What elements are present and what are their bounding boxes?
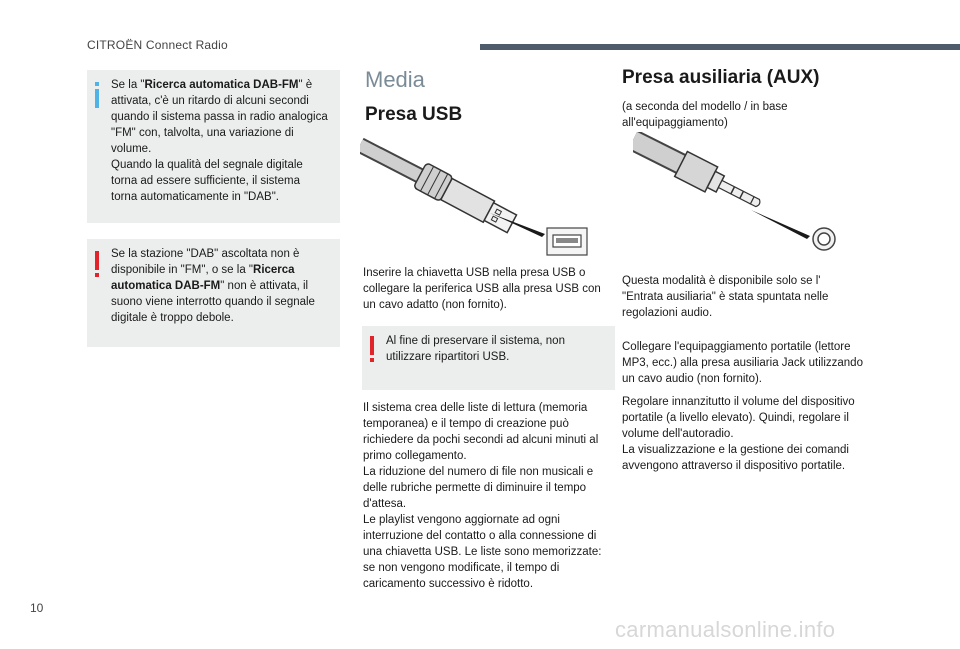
aux-p3-line: La visualizzazione e la gestione dei comandi — [622, 444, 849, 456]
warning-line: suono viene interrotto quando il segnale — [111, 296, 315, 308]
usb-intro-line: un cavo adatto (non fornito). — [363, 299, 507, 311]
usb-intro-line: Inserire la chiavetta USB nella presa USB o — [363, 267, 586, 279]
aux-p2-line: Collegare l'equipaggiamento portatile (lettore — [622, 341, 851, 353]
usb-warning-line: Al fine di preservare il sistema, non — [386, 335, 565, 347]
usb-body-line: Le playlist vengono aggiornate ad ogni — [363, 514, 560, 526]
usb-body-line: richiedere da pochi secondi ad alcuni minuti al — [363, 434, 599, 446]
info-line: torna automaticamente in "DAB". — [111, 191, 279, 203]
usb-body-line: temporanea) e il tempo di creazione può — [363, 418, 569, 430]
usb-intro-text — [363, 265, 618, 313]
page-number: 10 — [30, 601, 44, 615]
aux-p2-line: un cavo audio (non fornito). — [622, 373, 763, 385]
usb-warning-line: utilizzare ripartitori USB. — [386, 351, 510, 363]
usb-intro-line: collegare la periferica USB alla presa USB con — [363, 283, 601, 295]
info-line: Quando la qualità del segnale digitale — [111, 159, 303, 171]
section-title-media: Media — [365, 67, 425, 92]
header-title: CITROËN Connect Radio — [87, 38, 228, 52]
aux-p3-line: volume dell'autoradio. — [622, 428, 734, 440]
aux-p1-line: Questa modalità è disponibile solo se l' — [622, 275, 821, 287]
info-line: quando il sistema passa in radio analogica — [111, 111, 328, 123]
aux-p3-line: Regolare innanzitutto il volume del dispositivo — [622, 396, 855, 408]
usb-body-line: una chiavetta USB. Le liste sono memorizzate: — [363, 546, 602, 558]
warning-line: digitale è troppo debole. — [111, 312, 234, 324]
watermark: carmanualsonline.info — [615, 617, 836, 642]
aux-note-text — [622, 99, 867, 131]
aux-p1-line: "Entrata ausiliaria" è stata spuntata nelle — [622, 291, 829, 303]
warning-box — [87, 239, 340, 347]
info-text — [111, 77, 334, 205]
aux-p3-line: avvengono attraverso il dispositivo portatile. — [622, 460, 846, 472]
warning-icon — [95, 251, 99, 277]
info-icon — [95, 82, 99, 108]
aux-paragraph-1 — [622, 273, 880, 321]
aux-note-line: (a seconda del modello / in base — [622, 101, 788, 113]
aux-p3-line: portatile (a livello elevato). Quindi, regolare il — [622, 412, 849, 424]
aux-section-title: Presa ausiliaria (AUX) — [622, 67, 820, 88]
warning-line: disponibile in "FM", o se la " — [111, 264, 254, 276]
info-line: Se la " — [111, 79, 145, 91]
usb-body-line: delle rubriche permette di diminuire il tempo — [363, 482, 587, 494]
usb-body-line: primo collegamento. — [363, 450, 467, 462]
info-line: "FM" con, talvolta, una variazione di — [111, 127, 294, 139]
info-line: torna ad essere sufficiente, il sistema — [111, 175, 300, 187]
info-line: " è — [298, 79, 313, 91]
usb-plug-illustration — [360, 135, 590, 257]
usb-body-text — [363, 400, 618, 592]
usb-warning-text — [386, 333, 609, 365]
info-line: volume. — [111, 143, 152, 155]
usb-body-line: caricamento successivo è ridotto. — [363, 578, 534, 590]
aux-paragraph-3 — [622, 394, 884, 474]
warning-bold: automatica DAB-FM — [111, 280, 221, 292]
jack-plug-illustration — [633, 132, 843, 254]
header-bar — [480, 44, 960, 50]
info-bold: Ricerca automatica DAB-FM — [144, 79, 299, 91]
usb-warning-box — [362, 326, 615, 390]
usb-body-line: se non vengono modificate, il tempo di — [363, 562, 560, 574]
warning-icon — [370, 336, 374, 362]
aux-p2-line: MP3, ecc.) alla presa ausiliaria Jack utilizzando — [622, 357, 863, 369]
aux-p1-line: regolazioni audio. — [622, 307, 713, 319]
info-box — [87, 70, 340, 223]
usb-body-line: La riduzione del numero di file non musicali e — [363, 466, 594, 478]
aux-note-line: all'equipaggiamento) — [622, 117, 728, 129]
warning-line: Se la stazione "DAB" ascoltata non è — [111, 248, 300, 260]
usb-body-line: interruzione del contatto o alla connessione di — [363, 530, 597, 542]
warning-line: " non è attivata, il — [220, 280, 309, 292]
usb-body-line: Il sistema crea delle liste di lettura (memoria — [363, 402, 588, 414]
info-line: attivata, c'è un ritardo di alcuni secondi — [111, 95, 309, 107]
aux-paragraph-2 — [622, 339, 887, 387]
warning-bold: Ricerca — [253, 264, 295, 276]
usb-body-line: d'attesa. — [363, 498, 407, 510]
usb-section-title: Presa USB — [365, 104, 463, 125]
warning-text — [111, 246, 334, 326]
